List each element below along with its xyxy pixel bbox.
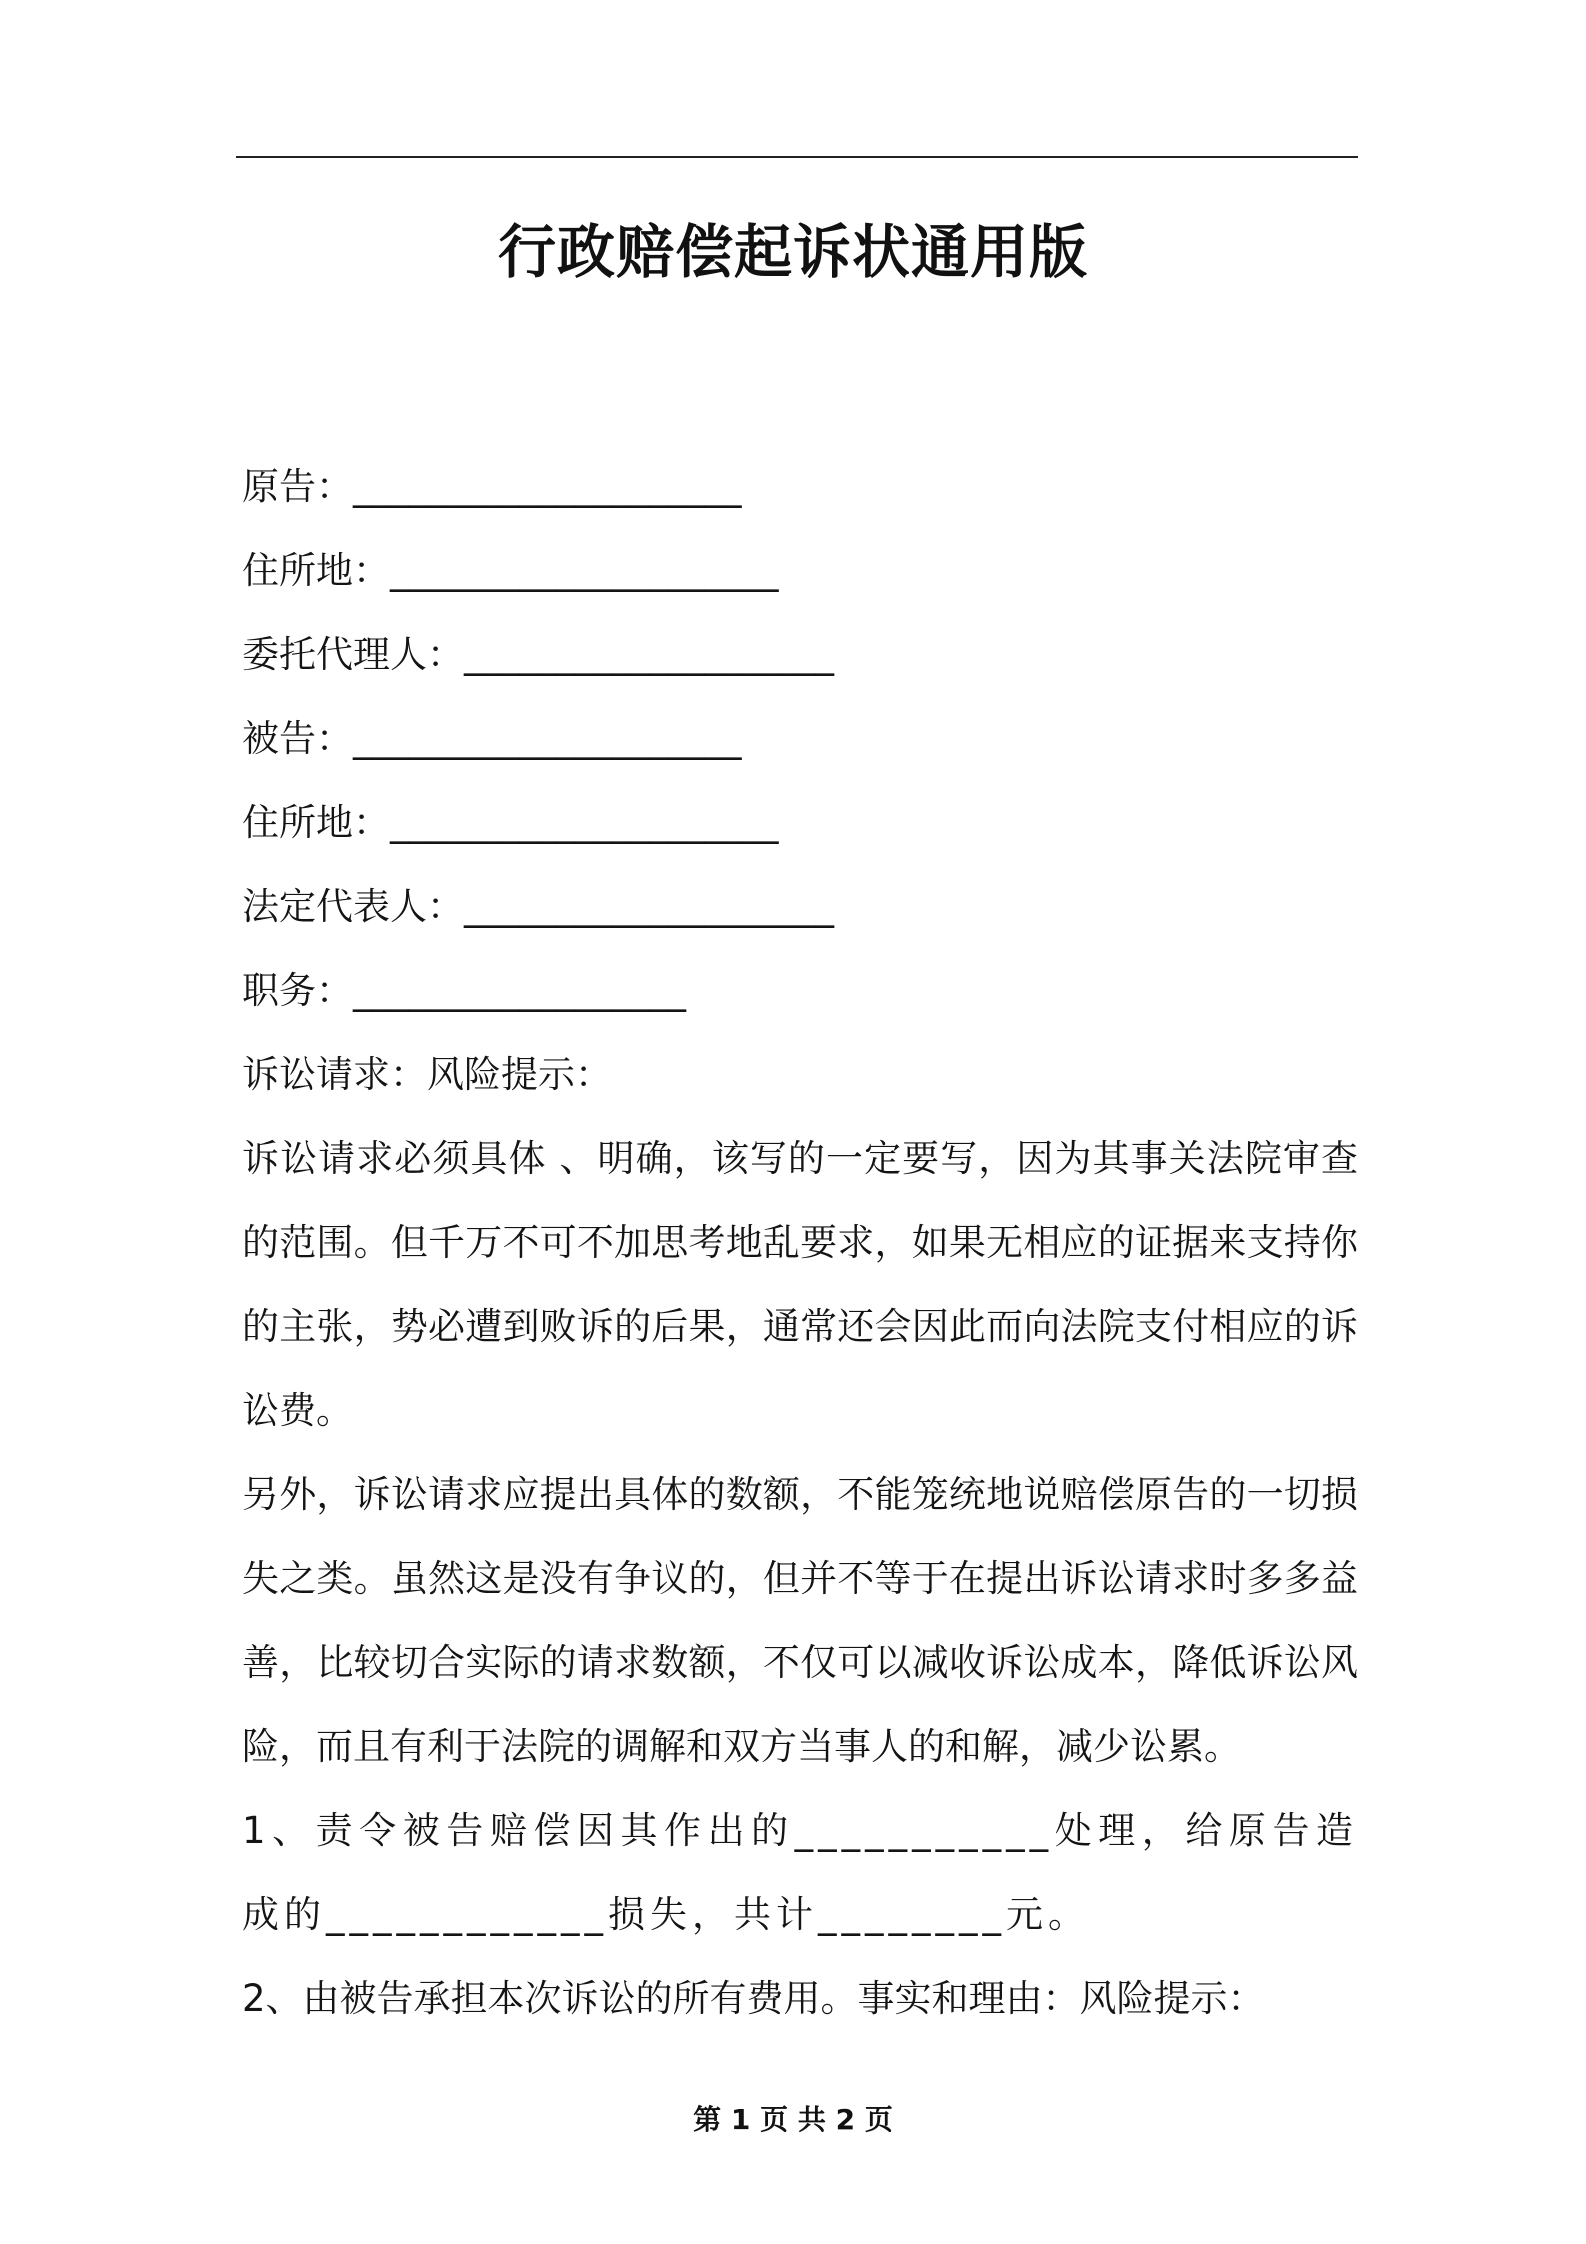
field-legal-representative: 法定代表人：____________________ (242, 885, 834, 928)
claims-heading: 诉讼请求：风险提示： (242, 1053, 612, 1096)
page-footer: 第 1 页 共 2 页 (693, 2103, 893, 2136)
field-plaintiff-address: 住所地：_____________________ (242, 549, 779, 592)
field-agent: 委托代理人：____________________ (242, 633, 834, 676)
field-position: 职务：__________________ (242, 969, 686, 1012)
document-title: 行政赔偿起诉状通用版 (497, 218, 1088, 286)
claim-item-1: 1、责令被告赔偿因其作出的___________处理，给原告造成的____________损失，共计________元。 (242, 1809, 1358, 1936)
document-body (242, 445, 1358, 2041)
claim-item-2: 2、由被告承担本次诉讼的所有费用。事实和理由：风险提示： (242, 1977, 1265, 2020)
header-rule (236, 156, 1358, 158)
paragraph-claims-amount: 另外，诉讼请求应提出具体的数额，不能笼统地说赔偿原告的一切损失之类。虽然这是没有争议的，但并不等于在提出诉讼请求时多多益善，比较切合实际的请求数额，不仅可以减收诉讼成本，降低诉讼风险，而且有利于法院的调解和双方当事人的和解，减少讼累。 (242, 1473, 1358, 1768)
field-plaintiff: 原告：_____________________ (242, 465, 742, 508)
paragraph-claims-tip: 诉讼请求必须具体 、明确，该写的一定要写，因为其事关法院审查的范围。但千万不可不加思考地乱要求，如果无相应的证据来支持你的主张，势必遭到败诉的后果，通常还会因此而向法院支付相应的诉讼费。 (242, 1137, 1358, 1432)
field-defendant-address: 住所地：_____________________ (242, 801, 779, 844)
field-defendant: 被告：_____________________ (242, 717, 742, 760)
